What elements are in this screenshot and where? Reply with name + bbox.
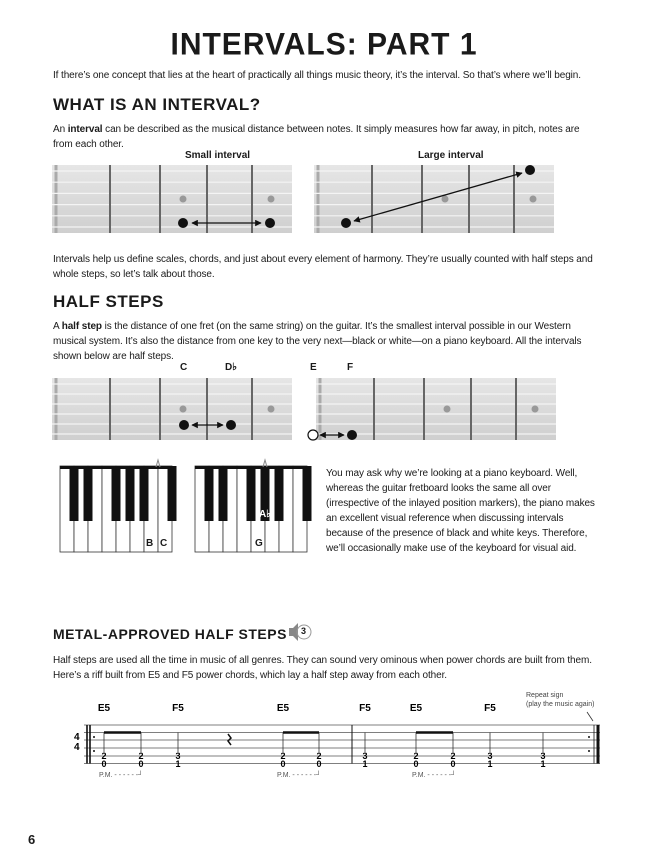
repeat-sign-note (526, 691, 594, 709)
term-interval: interval (67, 124, 103, 135)
piano-black-key (275, 466, 284, 521)
note-label-db: D♭ (225, 362, 237, 373)
page-title: INTERVALS: PART 1 (170, 27, 478, 62)
chord-label: F5 (359, 703, 371, 714)
note-dot (525, 165, 535, 175)
tab-staff (74, 703, 600, 779)
chord-label: F5 (172, 703, 184, 714)
heading-half-steps: HALF STEPS (53, 292, 164, 311)
text: can be described as the musical distance between notes. It simply measures how far away, in pitch, notes are from each other. (53, 124, 580, 150)
piano-label-g: G (255, 538, 263, 549)
note-dot (178, 218, 188, 228)
inlay-marker (530, 196, 537, 203)
speaker-icon (289, 623, 311, 641)
piano-black-key (303, 466, 312, 521)
chord-label: E5 (97, 703, 111, 714)
chord-label: E5 (409, 703, 423, 714)
tab-fret-number: 2 (280, 751, 286, 761)
tab-fret-number: 0 (316, 759, 322, 769)
inlay-marker (444, 406, 451, 413)
tab-fret-number: 2 (450, 751, 456, 761)
piano-label-ab: A♭ (259, 509, 271, 520)
heading-metal-half-steps: METAL-APPROVED HALF STEPS (53, 626, 287, 642)
label-large-interval: Large interval (418, 150, 484, 161)
repeat-pointer (587, 712, 593, 721)
inlay-marker (180, 406, 187, 413)
piano-black-key (247, 466, 256, 521)
repeat-label-sub: (play the music again) (526, 701, 595, 708)
open-string-circle (308, 430, 318, 440)
heading-what-is-interval: WHAT IS AN INTERVAL? (53, 95, 261, 114)
tab-fret-number: 2 (413, 751, 419, 761)
piano-explanation: You may ask why we’re looking at a piano keyboard. Well, whereas the guitar fretboard looks the same all over (irrespective of the inlayed position markers), the piano makes an excellent visual reference when discussing intervals because of the presence of black and white keys. Therefore, we’ll occasionally make use of the keyboard for visual aid. (326, 468, 595, 554)
label-small-interval: Small interval (185, 150, 251, 161)
palm-mute-marking: P.M. - - - - - -┘ (99, 772, 144, 779)
repeat-dot (588, 736, 590, 738)
metal-paragraph: Half steps are used all the time in music of all genres. They can sound very ominous when power chords are built from them. Here’s a riff built from E5 and F5 power chords, which lay a half step away from each other. (53, 655, 592, 681)
page-number: 6 (28, 832, 36, 847)
piano-label-b: B (146, 538, 154, 549)
piano-black-key (140, 466, 149, 521)
note-dot (341, 218, 351, 228)
tab-fret-number: 0 (413, 759, 419, 769)
tab-fret-number: 0 (138, 759, 144, 769)
inlay-marker (180, 196, 187, 203)
text: is the distance of one fret (on the same string) on the guitar. It’s the smallest interval possible in our Western musical system. It’s also the distance from one key to the very next—black or white—on a piano keyboard. All the intervals shown below are half steps. (53, 321, 582, 362)
inlay-marker (268, 196, 275, 203)
repeat-dot (588, 750, 590, 752)
tab-fret-number: 0 (450, 759, 456, 769)
tab-fret-number: 1 (175, 759, 181, 769)
intervals-paragraph: Intervals help us define scales, chords, and just about every element of harmony. They’re usually counted with half steps and whole steps, so let’s talk about those. (53, 254, 593, 280)
note-dot (265, 218, 275, 228)
piano-black-key (126, 466, 135, 521)
piano-black-key (219, 466, 228, 521)
palm-mute-marking: P.M. - - - - - -┘ (412, 772, 457, 779)
repeat-label: Repeat sign (526, 692, 564, 699)
note-dot (226, 420, 236, 430)
time-signature: 4 (74, 732, 80, 743)
text: An (53, 124, 68, 135)
inlay-marker (268, 406, 275, 413)
tab-fret-number: 3 (362, 751, 368, 761)
tab-fret-number: 0 (101, 759, 107, 769)
tab-fret-number: 2 (316, 751, 322, 761)
note-label-c: C (180, 362, 188, 373)
audio-track-number[interactable]: 3 (301, 626, 307, 636)
repeat-dot (93, 736, 95, 738)
tab-fret-number: 3 (175, 751, 181, 761)
note-dot (179, 420, 189, 430)
chord-label: E5 (276, 703, 290, 714)
piano-black-key (84, 466, 93, 521)
note-label-f: F (347, 362, 354, 373)
tab-fret-number: 3 (487, 751, 493, 761)
fretboard-wood (52, 378, 292, 440)
piano-label-c: C (160, 538, 168, 549)
tab-fret-number: 2 (101, 751, 107, 761)
inlay-marker (532, 406, 539, 413)
palm-mute-marking: P.M. - - - - - -┘ (277, 772, 322, 779)
inlay-marker (442, 196, 449, 203)
repeat-dot (93, 750, 95, 752)
tab-fret-number: 1 (540, 759, 546, 769)
half-step-definition (53, 319, 598, 364)
note-dot (347, 430, 357, 440)
tab-fret-number: 0 (280, 759, 286, 769)
note-label-e: E (310, 362, 317, 373)
chord-label: F5 (484, 703, 496, 714)
tab-fret-number: 1 (487, 759, 493, 769)
time-signature: 4 (74, 742, 80, 753)
tab-fret-number: 1 (362, 759, 368, 769)
piano-black-key (70, 466, 79, 521)
piano-black-key (112, 466, 121, 521)
tab-fret-number: 2 (138, 751, 144, 761)
fretboard-c-db (52, 378, 292, 440)
piano-black-key (168, 466, 177, 521)
text: A (53, 321, 62, 332)
piano-black-key (205, 466, 214, 521)
term-half-step: half step (61, 321, 102, 332)
tab-fret-number: 3 (540, 751, 546, 761)
intro-text: If there’s one concept that lies at the heart of practically all things music theory, it’s the interval. So that’s where we’ll begin. (53, 70, 581, 81)
quarter-rest (228, 734, 231, 745)
